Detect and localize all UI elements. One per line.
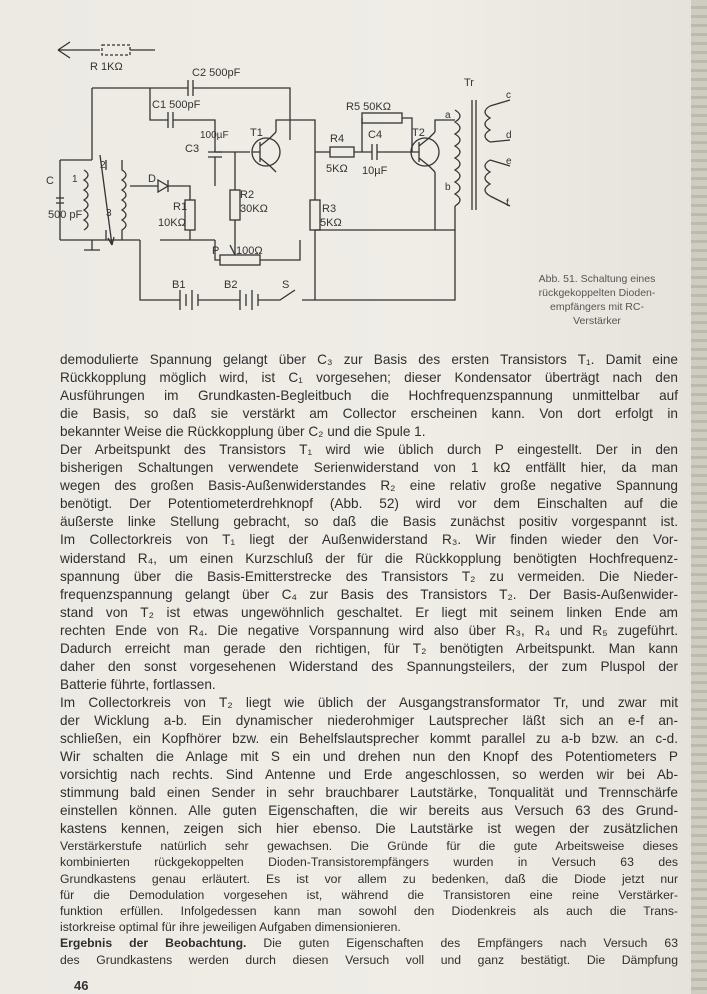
label-r3: R3 [322,203,337,215]
label-p: P [212,245,220,257]
label-c4: C4 [368,129,383,141]
label-r1-value: 10KΩ [158,217,186,229]
small-text-block: Verstärkerstufe natürlich sehr gewachsen. Die Gründe für die gute Arbeitsweise dieses kombinierten rückgekoppelten Dioden-Transistorempfängers wurden in Versuch 63 des Grundkastens genau erläutert. Es ist vor allem zu bedenken, daß die Diode jetzt nur für die Demodulation vorgesehen ist, während die Transistoren eine reine Verstärker- funktion erfüllen. Infolgedessen kann man sowohl den Diodenkreis als auch die Trans- istorkreise optimal für ihre jeweiligen Aufgaben dimensionieren. Ergebnis der Beobachtung. Die guten Eigenschaften des Empfängers nach Versuch 63 des Grundkastens werden durch diesen Versuch voll und ganz bestätigt. Die Dämpfung [60,839,678,967]
label-c: C [46,175,54,187]
page-number: 46 [74,978,89,993]
label-r4: R4 [330,133,345,145]
label-t2: T2 [412,127,425,139]
label-c4-value: 10µF [362,165,388,177]
figure-caption: Abb. 51. Schaltung eines rückgekoppelten Dioden- empfängers mit RC- Verstärker [538,273,656,327]
label-b2: B2 [224,279,238,291]
label-r2-value: 30KΩ [240,203,268,215]
label-r5: R5 50KΩ [346,101,391,113]
label-t1: T1 [250,127,263,139]
label-b1: B1 [172,279,186,291]
label-c2: C2 500pF [192,67,241,79]
label-coil-2: 2 [100,160,106,171]
label-r4-value: 5KΩ [326,163,348,175]
body-text: demodulierte Spannung gelangt über C₃ zur Basis des ersten Transistors T₁. Damit eine Rückkopplung möglich wird, ist C₁ vorgesehen; dieser Kondensator überträgt nach den Ausführungen im Grundkasten-Begleitbuch die Hochfrequenzspannung unmittelbar auf die Basis, so daß sie verstärkt am Collector erscheinen kann. Von dort erfolgt in bekannter Weise die Rückkopplung über C₂ und die Spule 1. Der Arbeitspunkt des Transistors T₁ wird wie üblich durch P eingestellt. Der in den bisherigen Schaltungen verwendete Serienwiderstand von 1 kΩ entfällt hier, da man wegen des großen Basis-Außenwiderstandes R₂ eine relativ große negative Spannung benötigt. Der Potentiometerdrehknopf (Abb. 52) wird vor dem Einschalten auf die äußerste linke Stellung gebracht, so daß die Basis zunächst positiv vorgespannt ist. Im Collectorkreis von T₁ liegt der Außenwiderstand R₃. Wir finden wieder den Vor- widerstand R₄, um einen Kurzschluß der für die Rückkopplung benötigten Hochfrequenz- spannung über die Basis-Emitterstrecke des Transistors T₂ zu vermeiden. Die Nieder- frequenzspannung gelangt über C₄ zur Basis des Transistors T₂. Der Basis-Außenwider- stand von T₂ ist etwas ungewöhnlich geschaltet. Er liegt mit seinem linken Ende am rechten Ende von R₄. Die negative Vorspannung wird also über R₃, R₄ und R₅ zugeführt. Dadurch erreicht man gerade den richtigen, für T₂ benötigten Arbeitspunkt. Man kann daher den sonst vorgesehenen Widerstand des Spannungsteilers, der zum Pluspol der Batterie führte, fortlassen. Im Collectorkreis von T₂ liegt wie üblich der Ausgangstransformator Tr, und zwar mit der Wicklung a-b. Ein dynamischer niederohmiger Lautsprecher läßt sich an e-f an- schließen, ein Kopfhörer bzw. ein Behelfslautsprecher kommt parallel zu a-b bzw. an c-d. Wir schalten die Anlage mit S ein und drehen nun den Knopf des Potentiometers P vorsichtig nach rechts. Sind Antenne und Erde angeschlossen, so werden wir bei Ab- stimmung bald einen Sender in sehr brauchbarer Lautstärke, Tonqualität und Trennschärfe einstellen können. Alle guten Eigenschaften, die wir bereits aus Versuch 63 des Grund- kastens kennen, zeigen sich hier ebenso. Die Lautstärke ist wegen der zusätzlichen Verstärkerstufe natürlich sehr gewachsen. Die Gründe für die gute Arbeitsweise dieses kombinierten rückgekoppelten Dioden-Transistorempfängers wurden in Versuch 63 des Grundkastens genau erläutert. Es ist vor allem zu bedenken, daß die Diode jetzt nur für die Demodulation vorgesehen ist, während die Transistoren eine reine Verstärker- funktion erfüllen. Infolgedessen kann man sowohl den Diodenkreis als auch die Trans- istorkreise optimal für ihre jeweiligen Aufgaben dimensionieren. Ergebnis der Beobachtung. Die guten Eigenschaften des Empfängers nach Versuch 63 des Grundkastens werden durch diesen Versuch voll und ganz bestätigt. Die Dämpfung [60,352,678,967]
label-tc: c [506,90,511,101]
spiral-binding [691,0,707,994]
result-heading: Ergebnis der Beobachtung. [60,936,247,951]
label-r2: R2 [240,189,255,201]
label-ta: a [445,110,451,121]
label-r3-value: 5KΩ [320,217,342,229]
result-line: Ergebnis der Beobachtung. Die guten Eigenschaften des Empfängers nach Versuch 63 [60,936,678,951]
label-r: R 1KΩ [90,61,123,73]
circuit-schematic [40,40,520,320]
label-coil-1: 1 [72,174,78,185]
label-tr: Tr [464,77,474,89]
label-s: S [282,279,290,291]
label-tb: b [445,182,451,193]
label-c3: C3 [185,143,200,155]
label-c1: C1 500pF [152,99,201,111]
label-p-value: 100Ω [236,245,263,257]
label-c-value: 500 pF [48,209,83,221]
label-c3-value: 100µF [200,130,229,141]
label-tf: f [506,198,509,209]
label-r1: R1 [173,201,188,213]
label-td: d [506,130,512,141]
label-te: e [506,156,512,167]
label-coil-3: 3 [106,208,112,219]
label-d: D [148,173,156,185]
